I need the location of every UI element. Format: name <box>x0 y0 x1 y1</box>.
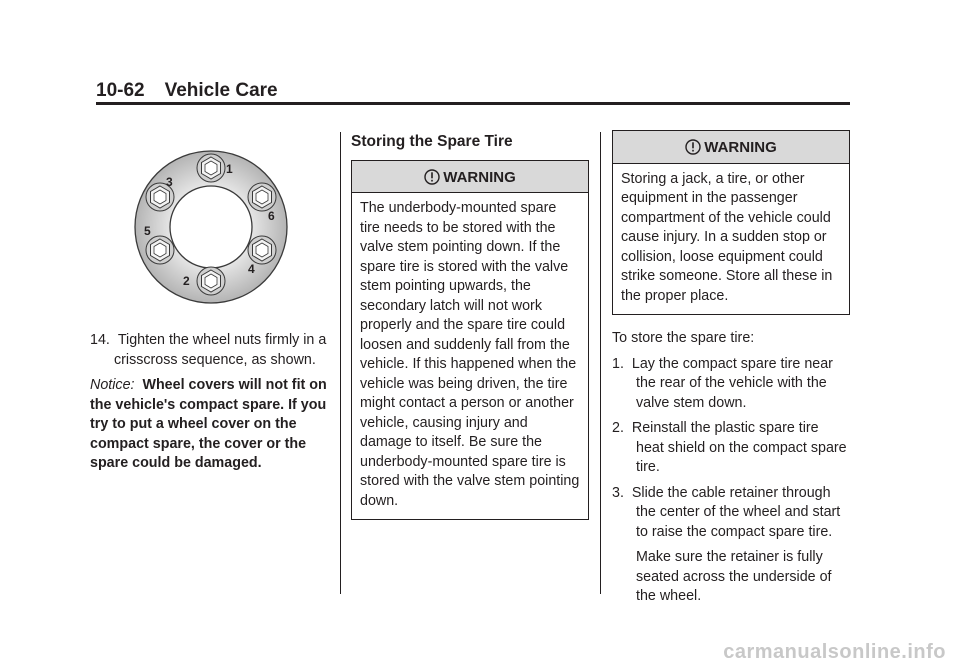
notice-text: Wheel covers will not fit on the vehicle's compact spare. If you try to put a wheel cover on the compact spare, the cover or the spare could be damaged. <box>90 377 327 471</box>
section-heading: Storing the Spare Tire <box>351 133 513 150</box>
warning-title: WARNING <box>443 168 516 186</box>
step-number: 2. <box>612 420 624 436</box>
page-header <box>96 80 278 102</box>
warning-box-underbody <box>351 160 589 521</box>
step-text: Slide the cable retainer through the center of the wheel and start to raise the compact spare tire. <box>631 484 841 540</box>
watermark: carmanualsonline.info <box>723 641 946 663</box>
procedure-step-3 <box>612 484 850 543</box>
left-column <box>90 331 330 480</box>
warning-icon <box>424 169 440 185</box>
warning-text: Storing a jack, a tire, or other equipment in the passenger compartment of the vehicle could cause injury. In a sudden stop or collision, loose equipment could strike someone. Store all these in the proper place. <box>621 170 833 304</box>
procedure-step-1 <box>612 355 850 414</box>
section-title: Vehicle Care <box>164 80 278 101</box>
warning-header <box>352 161 588 194</box>
wheel-nut-6 <box>248 183 276 211</box>
warning-header <box>613 131 849 164</box>
warning-box-equipment <box>612 130 850 315</box>
nut-label-4: 4 <box>248 262 255 276</box>
warning-text: The underbody-mounted spare tire needs to be stored with the valve stem pointing down. If the spare tire is stored with the valve stem pointing upwards, the secondary latch will not work properly and the spare tire could loosen and suddenly fall from the vehicle. If this happened when the vehicle was being driven, the tire might contact a person or another vehicle, causing injury and damage to itself. Be sure the underbody-mounted spare tire is stored with the valve stem pointing down. <box>360 200 580 509</box>
wheel-nut-pattern-figure <box>130 146 292 308</box>
wheel-nut-1 <box>197 154 225 182</box>
procedure-step-3-note: Make sure the retainer is fully seated across the underside of the wheel. <box>636 549 832 604</box>
warning-title: WARNING <box>704 139 777 156</box>
step-number: 3. <box>612 484 624 501</box>
step-text: Reinstall the plastic spare tire heat shield on the compact spare tire. <box>631 420 847 475</box>
nut-label-6: 6 <box>268 209 275 223</box>
column-divider-1 <box>340 132 341 594</box>
wheel-nut-2 <box>197 267 225 295</box>
nut-label-5: 5 <box>144 224 151 238</box>
step-14-text: Tighten the wheel nuts firmly in a crisscross sequence, as shown. <box>114 332 327 368</box>
header-rule <box>96 102 850 105</box>
step-14-number: 14. <box>90 332 110 348</box>
nut-label-1: 1 <box>226 162 233 176</box>
page-number: 10-62 <box>96 80 145 101</box>
warning-icon <box>685 139 701 155</box>
notice-label: Notice: <box>90 377 135 393</box>
procedure-intro: To store the spare tire: <box>612 330 755 346</box>
wheel-nut-4 <box>248 236 276 264</box>
nut-label-2: 2 <box>183 274 190 288</box>
nut-label-3: 3 <box>166 175 173 189</box>
step-14 <box>90 331 330 370</box>
step-text: Lay the compact spare tire near the rear of the vehicle with the valve stem down. <box>631 355 833 411</box>
middle-column <box>351 132 589 534</box>
step-number: 1. <box>612 355 624 372</box>
wheel-nut-5 <box>146 236 174 264</box>
column-divider-2 <box>600 132 601 594</box>
notice-paragraph <box>90 376 330 474</box>
right-column <box>612 130 850 613</box>
procedure-step-2 <box>612 419 850 478</box>
